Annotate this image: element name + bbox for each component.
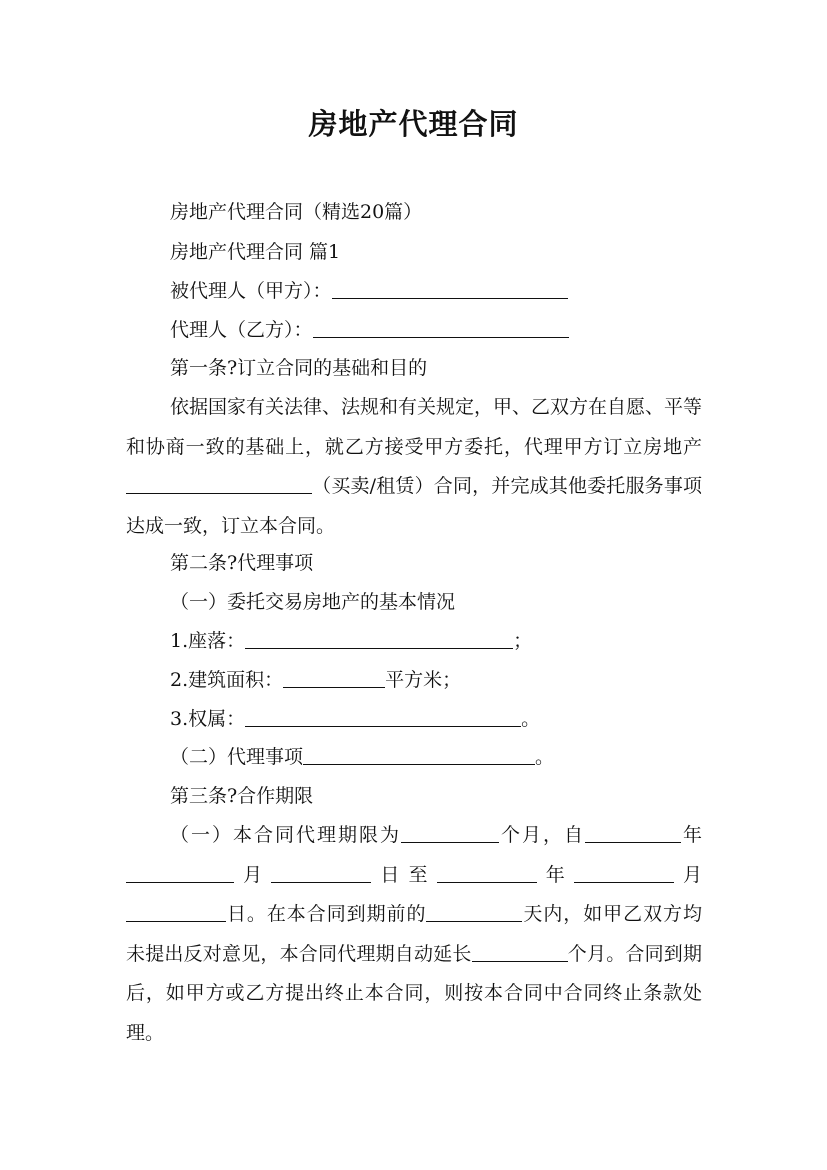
location-line: [170, 629, 532, 653]
agency-matters-end: 。: [535, 746, 555, 768]
principal-blank: [332, 280, 568, 299]
article-1-text-a: 依据国家有关法律、法规和有关规定，甲、乙双方在自愿、平等和协商一致的基础上，就乙方接受甲方委托，代理甲方订立房地产: [126, 396, 703, 458]
article-3-paragraph: [126, 816, 702, 1053]
agency-matters-blank: [303, 746, 535, 765]
term-text-i: 天内，如甲乙双方均未提出反对意见，本合同代理期自动延长: [126, 903, 702, 965]
term-text-d: 月: [234, 863, 272, 886]
article-1-paragraph: [126, 388, 702, 546]
ownership-blank: [245, 708, 521, 727]
start-month-blank: [126, 864, 234, 883]
term-text-a: （一）本合同代理期限为: [170, 824, 401, 846]
end-year-blank: [437, 864, 537, 883]
start-day-blank: [271, 864, 371, 883]
term-text-h: 日。在本合同到期前的: [226, 903, 427, 925]
term-text-c: 年: [680, 824, 702, 846]
article-3-heading: 第三条?合作期限: [170, 785, 314, 807]
principal-label: 被代理人（甲方）：: [170, 280, 332, 302]
subtitle-line: 房地产代理合同（精选20篇）: [170, 201, 423, 223]
location-label: 1.座落：: [170, 630, 246, 652]
term-text-f: 年: [536, 863, 574, 886]
ownership-label: 3.权属：: [170, 708, 246, 730]
area-unit: 平方米；: [385, 669, 462, 691]
area-label: 2.建筑面积：: [170, 669, 284, 691]
end-day-blank: [126, 903, 226, 922]
location-blank: [245, 630, 513, 649]
agent-blank: [313, 319, 569, 338]
agent-line: [170, 318, 569, 342]
start-year-blank: [585, 824, 681, 843]
area-line: [170, 668, 461, 692]
subsection-heading: （一）委托交易房地产的基本情况: [170, 591, 456, 613]
article-1-blank: [126, 475, 312, 494]
term-months-blank: [401, 824, 499, 843]
agent-label: 代理人（乙方）：: [170, 319, 313, 341]
term-text-b: 个月，自: [498, 824, 585, 846]
term-text-j: 个月。合同到期后，如甲方或乙方提出终止本合同，则按本合同中合同终止条款处理。: [126, 942, 702, 1044]
location-end: ；: [513, 630, 533, 652]
section-heading: 房地产代理合同 篇1: [170, 241, 341, 263]
term-text-g: 月: [673, 863, 702, 886]
agency-matters-label: （二）代理事项: [170, 746, 304, 768]
article-2-heading: 第二条?代理事项: [170, 552, 314, 574]
document-title: 房地产代理合同: [308, 107, 519, 141]
agency-matters-line: [170, 745, 554, 769]
end-month-blank: [574, 864, 674, 883]
notice-days-blank: [426, 903, 522, 922]
article-1-text-b: （买卖/租赁）合同，并完成其他委托服务事项达成一致，订立本合同。: [126, 475, 702, 537]
term-text-e: 日至: [371, 863, 437, 886]
principal-line: [170, 279, 568, 303]
ownership-line: [170, 707, 540, 731]
area-blank: [283, 669, 385, 688]
ownership-end: 。: [521, 708, 541, 730]
article-1-heading: 第一条?订立合同的基础和目的: [170, 357, 428, 379]
extension-months-blank: [472, 943, 568, 962]
